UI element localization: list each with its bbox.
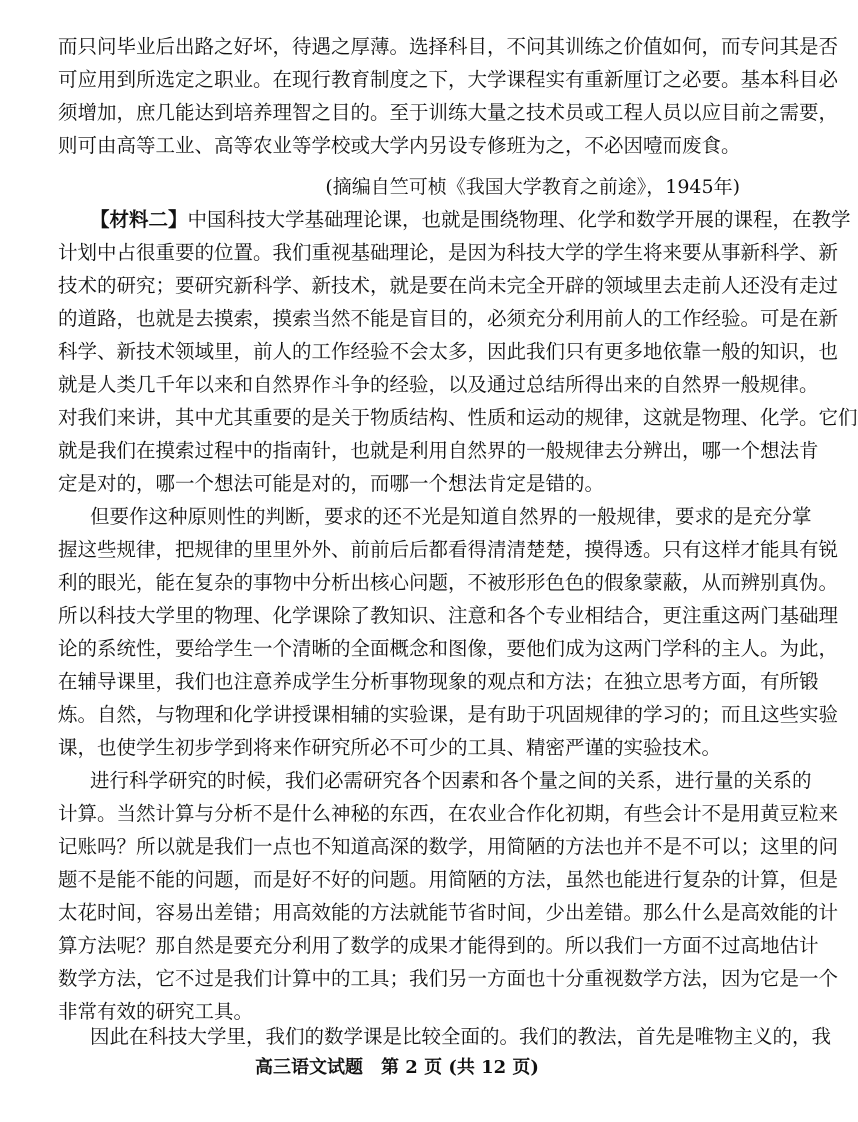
text-line: 而只问毕业后出路之好坏，待遇之厚薄。选择科目，不问其训练之价值如何，而专问其是否 — [58, 35, 839, 58]
text-line: 所以科技大学里的物理、化学课除了教知识、注意和各个专业相结合，更注重这两门基础理 — [58, 604, 839, 627]
text-line: 题不是能不能的问题，而是好不好的问题。用简陋的方法，虽然也能进行复杂的计算，但是 — [58, 868, 839, 891]
text-line: 进行科学研究的时候，我们必需研究各个因素和各个量之间的关系，进行量的关系的 — [90, 769, 812, 792]
source-citation: (摘编自竺可桢《我国大学教育之前途》，1945年) — [325, 176, 740, 198]
text-line: 科学、新技术领域里，前人的工作经验不会太多，因此我们只有更多地依靠一般的知识，也 — [58, 340, 839, 363]
page-footer: 高三语文试题 第 2 页 (共 12 页) — [255, 1057, 539, 1078]
text-line: 非常有效的研究工具。 — [58, 1000, 254, 1023]
text-line: 论的系统性，要给学生一个清晰的全面概念和图像，要他们成为这两门学科的主人。为此， — [58, 637, 839, 660]
text-line: 的道路，也就是去摸索，摸索当然不能是盲目的，必须充分利用前人的工作经验。可是在新 — [58, 307, 839, 330]
text-line: 须增加，庶几能达到培养理智之目的。至于训练大量之技术员或工程人员以应目前之需要， — [58, 101, 839, 124]
text-line: 则可由高等工业、高等农业等学校或大学内另设专修班为之，不必因噎而废食。 — [58, 134, 741, 157]
material2-first-line — [90, 207, 851, 233]
text-line: 但要作这种原则性的判断，要求的还不光是知道自然界的一般规律，要求的是充分掌 — [90, 505, 812, 528]
material2-first-line-text: 中国科技大学基础理论课，也就是围绕物理、化学和数学开展的课程，在教学 — [187, 208, 851, 231]
text-line: 因此在科技大学里，我们的数学课是比较全面的。我们的教法，首先是唯物主义的，我 — [90, 1025, 832, 1048]
text-line: 利的眼光，能在复杂的事物中分析出核心问题，不被形形色色的假象蒙蔽，从而辨别真伪。 — [58, 571, 839, 594]
text-line: 算方法呢？那自然是要充分利用了数学的成果才能得到的。所以我们一方面不过高地估计 — [58, 934, 819, 957]
text-line: 握这些规律，把规律的里里外外、前前后后都看得清清楚楚，摸得透。只有这样才能具有锐 — [58, 538, 839, 561]
text-line: 记账吗？所以就是我们一点也不知道高深的数学，用简陋的方法也并不是不可以；这里的问 — [58, 835, 839, 858]
text-line: 对我们来讲，其中尤其重要的是关于物质结构、性质和运动的规律，这就是物理、化学。它们 — [58, 406, 858, 429]
text-line: 就是人类几千年以来和自然界作斗争的经验，以及通过总结所得出来的自然界一般规律。 — [58, 373, 819, 396]
text-line: 数学方法，它不过是我们计算中的工具；我们另一方面也十分重视数学方法，因为它是一个 — [58, 967, 839, 990]
text-line: 计划中占很重要的位置。我们重视基础理论，是因为科技大学的学生将来要从事新科学、新 — [58, 241, 839, 264]
text-line: 计算。当然计算与分析不是什么神秘的东西，在农业合作化初期，有些会计不是用黄豆粒来 — [58, 802, 839, 825]
material2-label: 【材料二】 — [90, 208, 188, 231]
text-line: 技术的研究；要研究新科学、新技术，就是要在尚未完全开辟的领域里去走前人还没有走过 — [58, 274, 839, 297]
text-line: 定是对的，哪一个想法可能是对的，而哪一个想法肯定是错的。 — [58, 472, 605, 495]
text-line: 炼。自然，与物理和化学讲授课相辅的实验课，是有助于巩固规律的学习的；而且这些实验 — [58, 703, 839, 726]
text-line: 太花时间，容易出差错；用高效能的方法就能节省时间，少出差错。那么什么是高效能的计 — [58, 901, 839, 924]
text-line: 课，也使学生初步学到将来作研究所必不可少的工具、精密严谨的实验技术。 — [58, 736, 722, 759]
text-line: 在辅导课里，我们也注意养成学生分析事物现象的观点和方法；在独立思考方面，有所锻 — [58, 670, 819, 693]
text-line: 可应用到所选定之职业。在现行教育制度之下，大学课程实有重新厘订之必要。基本科目必 — [58, 68, 839, 91]
text-line: 就是我们在摸索过程中的指南针，也就是利用自然界的一般规律去分辨出，哪一个想法肯 — [58, 439, 819, 462]
